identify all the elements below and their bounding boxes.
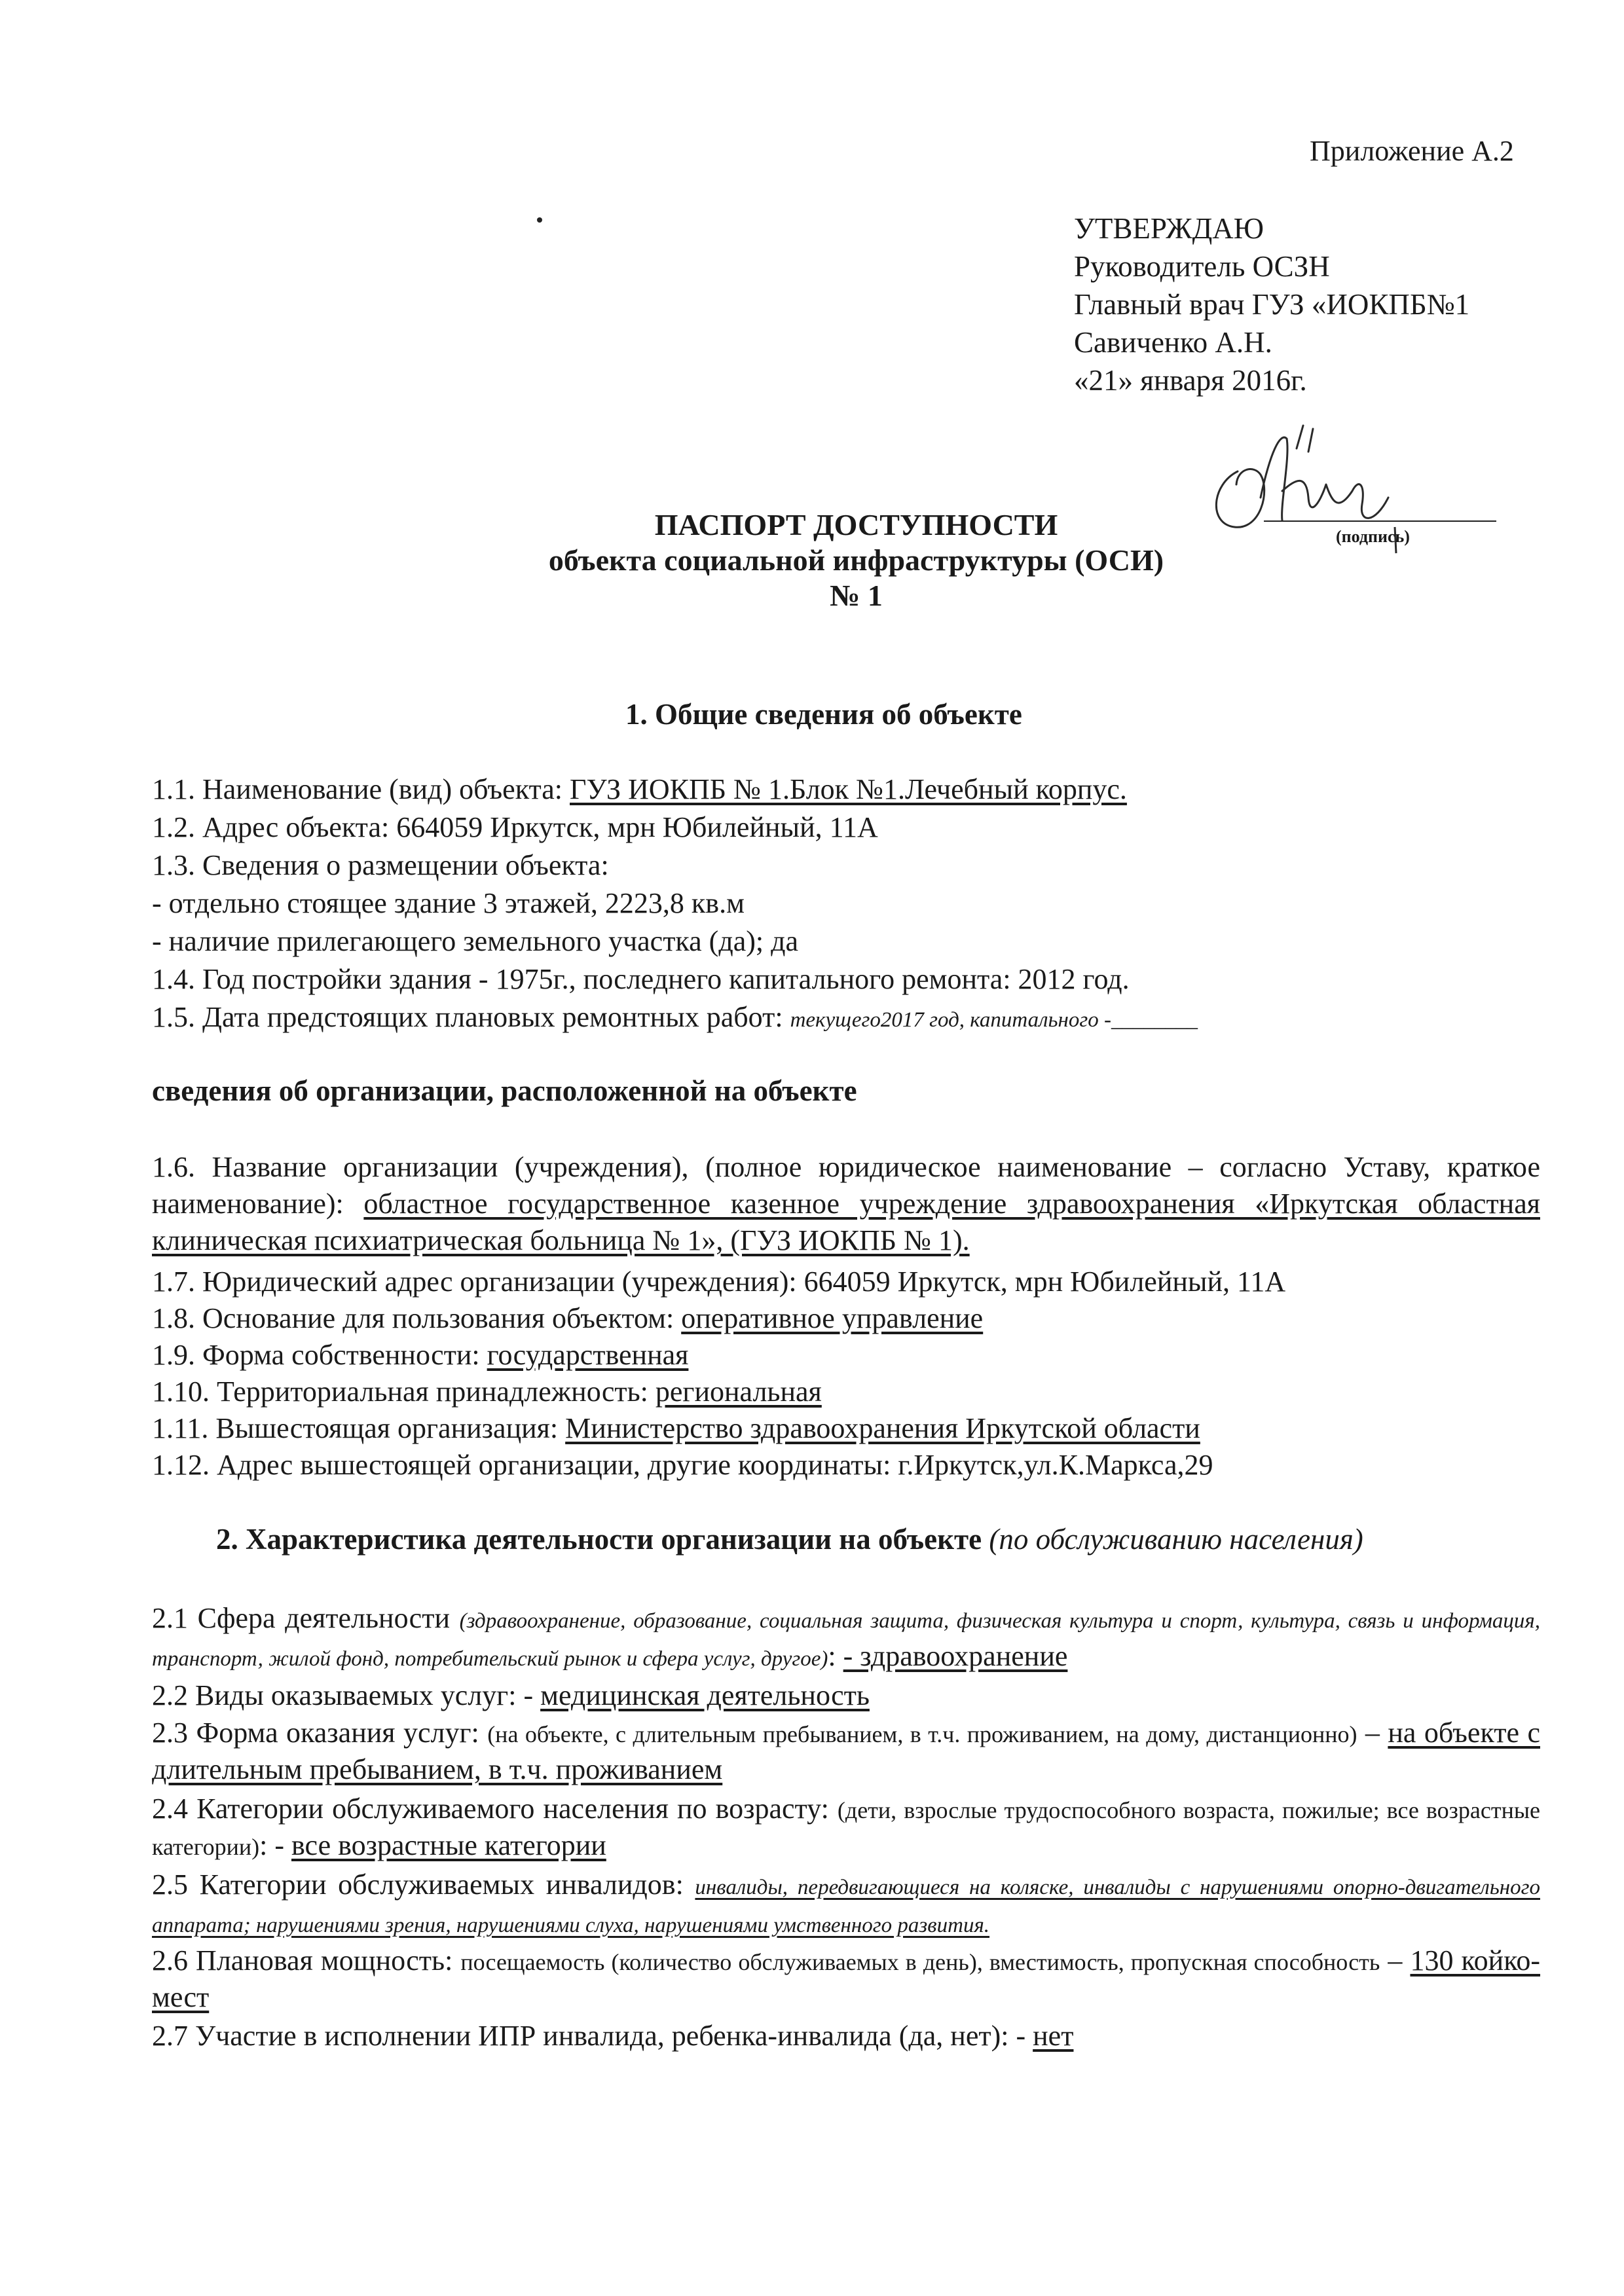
item-1-11: [152, 1412, 1200, 1445]
item-1-3a: - отдельно стоящее здание 3 этажей, 2223,8 кв.м: [152, 887, 745, 919]
item-hint: (дети, взрослые трудоспособного возраста, пожилые; все возрастные категории): [152, 1797, 1540, 1860]
document-title: [0, 507, 1624, 613]
item-hint: (здравоохранение, образование, социальная защита, физическая культура и спорт, культура, связь и информация, транспорт, жилой фонд, потребительский рынок и сфера услуг, другое): [152, 1609, 1540, 1671]
item-2-5: [152, 1867, 1540, 1943]
item-2-7: [152, 2019, 1073, 2052]
item-1-3b: - наличие прилегающего земельного участка (да); да: [152, 925, 799, 957]
item-1-7: 1.7. Юридический адрес организации (учреждения): 664059 Иркутск, мрн Юбилейный, 11А: [152, 1266, 1286, 1298]
title-line-3: № 1: [830, 579, 883, 612]
item-label: 1.9. Форма собственности:: [152, 1339, 487, 1371]
item-label: 2.2 Виды оказываемых услуг: -: [152, 1679, 541, 1711]
item-value: Министерство здравоохранения Иркутской области: [565, 1412, 1200, 1444]
item-value: все возрастные категории: [291, 1829, 606, 1861]
item-1-3: 1.3. Сведения о размещении объекта:: [152, 849, 609, 881]
item-label: 1.8. Основание для пользования объектом:: [152, 1302, 682, 1334]
item-label: 1.10. Территориальная принадлежность:: [152, 1376, 655, 1408]
section-1-heading: 1. Общие сведения об объекте: [625, 698, 1022, 731]
item-sep: : -: [259, 1829, 291, 1861]
item-label: 2.1 Сфера деятельности: [152, 1602, 460, 1634]
item-1-6: [152, 1149, 1540, 1259]
item-value: государственная: [487, 1339, 689, 1371]
item-value: областное государственное казенное учреждение здравоохранения «Иркутская областная клиническая психиатрическая больница № 1», (ГУЗ ИОКПБ № 1).: [152, 1188, 1540, 1256]
item-value: региональная: [655, 1376, 822, 1408]
item-value: медицинская деятельность: [540, 1679, 870, 1711]
item-2-2: [152, 1679, 870, 1712]
approval-block: [1074, 210, 1469, 399]
item-1-8: [152, 1302, 983, 1335]
item-sep: –: [1357, 1717, 1388, 1749]
approve-line: Савиченко А.Н.: [1074, 326, 1272, 359]
item-label: 2.4 Категории обслуживаемого населения по возрасту:: [152, 1793, 838, 1825]
approve-line: УТВЕРЖДАЮ: [1074, 212, 1264, 245]
item-sep: –: [1380, 1944, 1411, 1977]
item-value: текущего2017 год, капитального -________: [790, 1008, 1198, 1032]
item-label: 2.3 Форма оказания услуг:: [152, 1717, 488, 1749]
item-label: 1.5. Дата предстоящих плановых ремонтных работ:: [152, 1001, 790, 1033]
item-1-5: [152, 1000, 1198, 1034]
scan-speck: [537, 217, 542, 223]
item-label: 2.7 Участие в исполнении ИПР инвалида, ребенка-инвалида (да, нет): -: [152, 2020, 1033, 2052]
item-value: нет: [1033, 2020, 1074, 2052]
item-2-4: [152, 1791, 1540, 1865]
item-label: 2.5 Категории обслуживаемых инвалидов:: [152, 1868, 695, 1901]
approve-line: «21» января 2016г.: [1074, 364, 1307, 397]
title-line-1: ПАСПОРТ ДОСТУПНОСТИ: [654, 508, 1058, 541]
item-1-1: [152, 773, 1127, 806]
item-hint: (на объекте, с длительным пребыванием, в т.ч. проживанием, на дому, дистанционно): [487, 1721, 1357, 1747]
heading-hint: (по обслуживанию населения): [989, 1523, 1363, 1556]
item-value: на объекте с длительным пребыванием, в т.ч. проживанием: [152, 1717, 1540, 1785]
item-label: 2.6 Плановая мощность:: [152, 1944, 461, 1977]
heading-text: 2. Характеристика деятельности организации на объекте: [216, 1523, 989, 1556]
item-value: - здравоохранение: [843, 1640, 1068, 1672]
signature-caption: (подпись): [1336, 527, 1410, 546]
title-line-2: объекта социальной инфраструктуры (ОСИ): [548, 543, 1164, 577]
item-2-3: [152, 1715, 1540, 1787]
item-label: 1.1. Наименование (вид) объекта:: [152, 773, 570, 805]
item-value: оперативное управление: [681, 1302, 984, 1334]
item-label: 1.6. Название организации (учреждения), (полное юридическое наименование – согласно Уставу, краткое наименование):: [152, 1151, 1540, 1220]
appendix-label: Приложение А.2: [1310, 135, 1514, 167]
item-sep: :: [828, 1640, 843, 1672]
org-heading: сведения об организации, расположенной на объекте: [152, 1074, 857, 1107]
section-2-heading: [216, 1522, 1363, 1556]
item-1-4: 1.4. Год постройки здания - 1975г., последнего капитального ремонта: 2012 год.: [152, 963, 1130, 995]
item-2-6: [152, 1943, 1540, 2014]
item-value: 130 койко-мест: [152, 1944, 1541, 2013]
item-value: ГУЗ ИОКПБ № 1.Блок №1.Лечебный корпус.: [570, 773, 1127, 805]
item-1-9: [152, 1338, 688, 1372]
item-value: инвалиды, передвигающиеся на коляске, инвалиды с нарушениями опорно-двигательного аппарата; нарушениями зрения, нарушениями слуха, нарушениями умственного развития.: [152, 1876, 1540, 1937]
item-1-12: 1.12. Адрес вышестоящей организации, другие координаты: г.Иркутск,ул.К.Маркса,29: [152, 1449, 1213, 1481]
item-1-2: 1.2. Адрес объекта: 664059 Иркутск, мрн Юбилейный, 11А: [152, 811, 878, 843]
item-hint: посещаемость (количество обслуживаемых в день), вместимость, пропускная способность: [460, 1949, 1380, 1975]
item-2-1: [152, 1601, 1540, 1677]
approve-line: Главный врач ГУЗ «ИОКПБ№1: [1074, 288, 1470, 321]
item-1-10: [152, 1375, 822, 1408]
item-label: 1.11. Вышестоящая организация:: [152, 1412, 566, 1444]
approve-line: Руководитель ОСЗН: [1074, 250, 1330, 283]
